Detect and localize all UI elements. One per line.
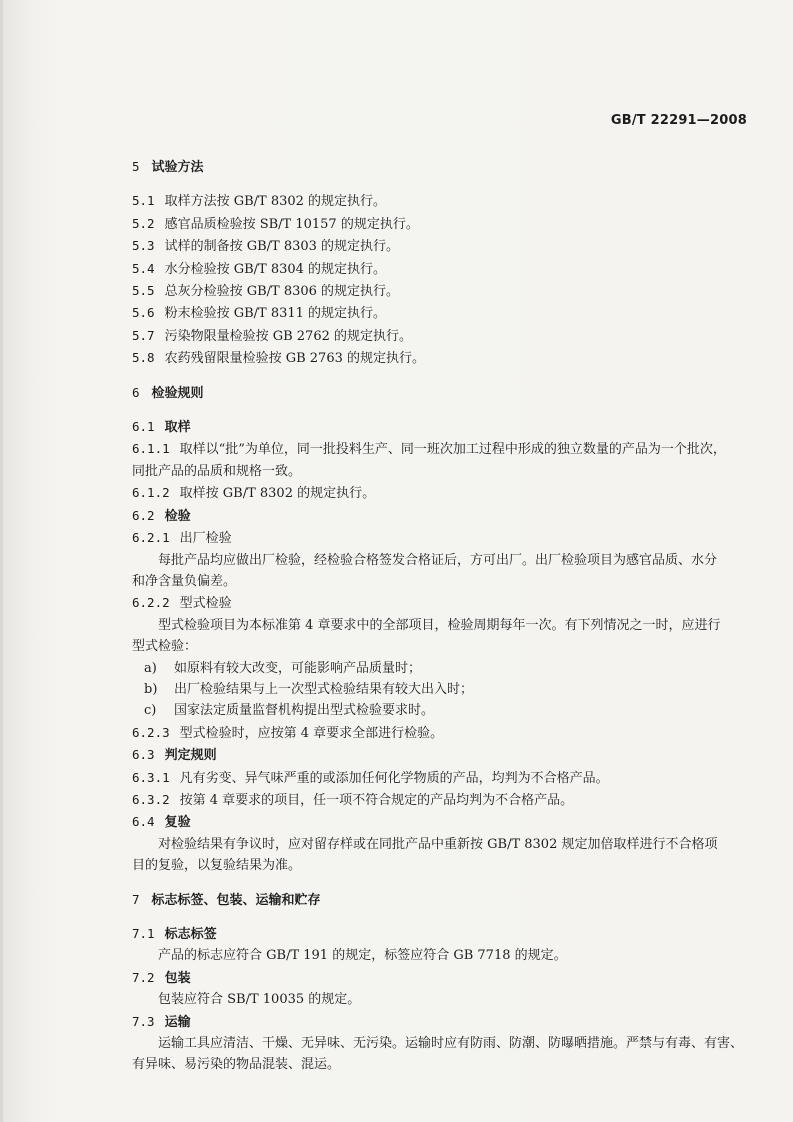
clause-number: 6.1 (132, 419, 155, 435)
section-number: 6 (132, 384, 140, 400)
clause-text: 试样的制备按 GB/T 8303 的规定执行。 (164, 239, 400, 255)
clause-5-7 (132, 325, 752, 347)
section-6-heading (132, 382, 752, 404)
clause-6-4-para: 对检验结果有争议时，应对留存样或在同批产品中重新按 GB/T 8302 规定加倍取样进行不合格项 (158, 836, 718, 852)
spacer (132, 911, 752, 923)
clause-6-2-3 (132, 722, 752, 744)
list-item (132, 658, 752, 679)
clause-title: 型式检验 (179, 596, 232, 612)
clause-6-3-1 (132, 767, 752, 789)
clause-7-2-para: 包装应符合 SB/T 10035 的规定。 (158, 992, 361, 1008)
clause-5-2 (132, 213, 752, 235)
list-marker: a) (144, 660, 157, 676)
clause-6-1-1 (132, 438, 752, 460)
clause-7-3-cont: 有异味、易污染的物品混装、混运。 (132, 1057, 341, 1073)
clause-number: 6.3.1 (132, 769, 170, 785)
clause-6-3-2 (132, 789, 752, 811)
list-marker: b) (144, 681, 158, 697)
clause-6-2-2-para: 型式检验项目为本标准第 4 章要求中的全部项目，检验周期每年一次。有下列情况之一时，应进行 (158, 617, 721, 633)
clause-number: 5.6 (132, 305, 155, 321)
clause-5-8 (132, 347, 752, 369)
clause-title: 运输 (164, 1014, 191, 1030)
clause-number: 6.2.1 (132, 530, 170, 546)
clause-7-3-para: 运输工具应清洁、干燥、无异味、无污染。运输时应有防雨、防潮、防曝晒措施。严禁与有毒、有害、 (158, 1036, 744, 1052)
clause-title: 出厂检验 (179, 531, 232, 547)
document-body (132, 156, 752, 1076)
clause-5-4 (132, 258, 752, 280)
clause-title: 复验 (164, 815, 191, 831)
clause-title: 取样 (164, 420, 191, 436)
clause-number: 6.1.1 (132, 441, 170, 457)
list-item (132, 679, 752, 700)
clause-6-1-2 (132, 482, 752, 504)
standard-code: GB/T 22291—2008 (610, 113, 747, 128)
list-text: 出厂检验结果与上一次型式检验结果有较大出入时； (174, 681, 474, 697)
section-title: 试验方法 (151, 160, 204, 175)
list-text: 如原料有较大改变，可能影响产品质量时； (174, 660, 422, 676)
clause-number: 5.1 (132, 193, 155, 209)
section-5-heading (132, 156, 752, 178)
clause-number: 6.2.3 (132, 724, 170, 740)
clause-text: 粉末检验按 GB/T 8311 的规定执行。 (164, 306, 387, 322)
clause-text: 凡有劣变、异气味严重的或添加任何化学物质的产品，均判为不合格产品。 (179, 770, 609, 786)
clause-number: 5.7 (132, 327, 155, 343)
clause-text: 取样按 GB/T 8302 的规定执行。 (179, 486, 376, 502)
clause-title: 判定规则 (164, 748, 217, 764)
clause-number: 5.5 (132, 283, 155, 299)
clause-number: 6.2.2 (132, 595, 170, 611)
clause-title: 包装 (164, 970, 191, 986)
clause-number: 6.2 (132, 507, 155, 523)
spacer (132, 404, 752, 416)
clause-number: 6.4 (132, 814, 155, 830)
clause-number: 7.2 (132, 969, 155, 985)
clause-number: 7.1 (132, 926, 155, 941)
clause-6-3 (132, 744, 752, 766)
clause-text: 总灰分检验按 GB/T 8306 的规定执行。 (164, 284, 400, 300)
clause-5-1 (132, 190, 752, 212)
clause-number: 5.2 (132, 215, 155, 231)
clause-6-4-cont: 目的复验，以复验结果为准。 (132, 858, 302, 874)
clause-number: 5.4 (132, 260, 155, 276)
clause-title: 检验 (164, 508, 191, 524)
clause-6-2-1-para: 每批产品均应做出厂检验，经检验合格签发合格证后，方可出厂。出厂检验项目为感官品质、水分 (158, 552, 718, 568)
section-number: 7 (132, 891, 140, 907)
clause-number: 7.3 (132, 1013, 155, 1029)
clause-5-3 (132, 235, 752, 257)
clause-number: 6.3.2 (132, 791, 170, 807)
clause-text: 污染物限量检验按 GB 2762 的规定执行。 (164, 328, 412, 344)
clause-title: 标志标签 (164, 927, 217, 942)
clause-6-1 (132, 416, 752, 438)
list-text: 国家法定质量监督机构提出型式检验要求时。 (174, 703, 435, 719)
section-number: 5 (132, 159, 140, 174)
clause-number: 6.1.2 (132, 485, 170, 501)
clause-text: 农药残留限量检验按 GB 2763 的规定执行。 (164, 351, 425, 367)
section-title: 检验规则 (151, 385, 204, 401)
clause-text: 型式检验时，应按第 4 章要求全部进行检验。 (179, 725, 444, 741)
clause-7-1-para: 产品的标志应符合 GB/T 191 的规定，标签应符合 GB 7718 的规定。 (158, 948, 567, 964)
clause-text: 按第 4 章要求的项目，任一项不符合规定的产品均判为不合格产品。 (179, 792, 574, 808)
clause-6-4 (132, 811, 752, 833)
clause-6-2-2 (132, 592, 752, 614)
list-item (132, 700, 752, 721)
spacer (132, 370, 752, 382)
clause-number: 5.8 (132, 350, 155, 366)
spacer (132, 178, 752, 190)
spacer (132, 877, 752, 889)
section-7-heading (132, 889, 752, 911)
clause-6-2-2-cont: 型式检验： (132, 639, 198, 655)
clause-6-2 (132, 505, 752, 527)
page-spine-shadow (0, 0, 3, 1122)
clause-6-2-1-cont: 和净含量负偏差。 (132, 573, 237, 589)
clause-number: 6.3 (132, 747, 155, 763)
clause-7-3 (132, 1011, 752, 1033)
clause-number: 5.3 (132, 238, 155, 254)
clause-text: 水分检验按 GB/T 8304 的规定执行。 (164, 261, 387, 277)
clause-text: 取样方法按 GB/T 8302 的规定执行。 (164, 194, 387, 210)
list-marker: c) (144, 703, 157, 719)
clause-5-6 (132, 302, 752, 324)
clause-5-5 (132, 280, 752, 302)
clause-7-1 (132, 923, 752, 945)
clause-7-2 (132, 967, 752, 989)
clause-6-2-1 (132, 527, 752, 549)
clause-text: 取样以“批”为单位，同一批投料生产、同一班次加工过程中形成的独立数量的产品为一个批次， (179, 442, 726, 458)
section-title: 标志标签、包装、运输和贮存 (151, 892, 321, 908)
clause-text: 感官品质检验按 SB/T 10157 的规定执行。 (164, 216, 419, 232)
clause-6-1-1-cont: 同批产品的品质和规格一致。 (132, 463, 302, 479)
